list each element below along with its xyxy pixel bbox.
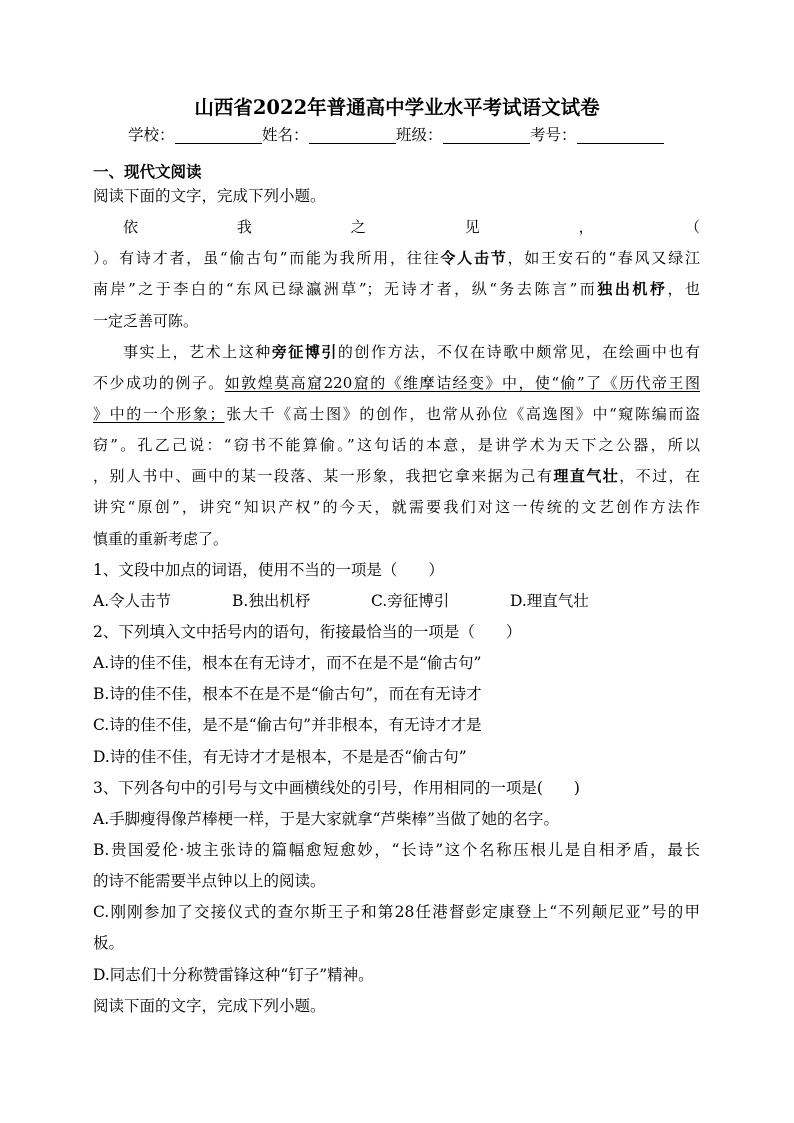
underlined-text: 》中的一个形象；: [93, 404, 225, 423]
question-stem: 1、文段中加点的词语，使用不当的一项是（ ）: [93, 560, 444, 579]
passage-line: [93, 430, 700, 461]
question-stem: 2、下列填入文中括号内的语句，衔接最恰当的一项是（ ）: [93, 622, 522, 641]
passage-text: ，如王安石的“春风又绿江: [507, 249, 700, 268]
passage-text: 事实上，艺术上这种: [123, 342, 272, 361]
class-label: 班级：: [396, 126, 443, 144]
option-c: C.诗的佳不佳，是不是“偷古句”并非根本，有无诗才才是: [93, 716, 482, 735]
exam-title: 山西省2022年普通高中学业水平考试语文试卷: [194, 96, 600, 119]
emphasized-word: 理直气壮: [553, 467, 620, 486]
option-c: [93, 897, 700, 959]
passage-line: [93, 461, 700, 492]
passage-text: 依我之见，（: [123, 218, 700, 237]
passage-text: ）。有诗才者，虽“偷古句”而能为我所用，往往: [93, 249, 441, 268]
passage-line: [93, 524, 700, 555]
reading-passage: [93, 212, 700, 555]
option-line: C.刚刚参加了交接仪式的查尔斯王子和第28任港督彭定康登上“不列颠尼亚”号的甲: [93, 903, 700, 922]
option-d: D.诗的佳不佳，有无诗才才是根本，不是是否“偷古句”: [93, 747, 467, 766]
passage-text: ，别人书中、画中的某一段落、某一形象，我把它拿来据为己有: [93, 467, 554, 486]
passage-text: 不少成功的例子。: [93, 373, 225, 392]
section-content: [93, 181, 700, 1022]
option-d: D.同志们十分称赞雷锋这种“钉子”精神。: [93, 965, 374, 984]
option-line: 板。: [93, 934, 125, 953]
exam-number-blank: [577, 127, 664, 144]
passage-text: ，也: [667, 280, 700, 299]
option-a: A.诗的佳不佳，根本在有无诗才，而不在是不是“偷古句”: [93, 654, 482, 673]
question-3: [93, 773, 700, 991]
option-line: B.贵国爱伦·坡主张诗的篇幅愈短愈妙，“长诗”这个名称压根儿是自相矛盾，最长: [93, 840, 700, 859]
name-blank: [309, 127, 396, 144]
question-stem: 3、下列各句中的引号与文中画横线处的引号，作用相同的一项是( ): [93, 778, 580, 797]
passage-text: 慎重的重新考虑了。: [93, 529, 229, 548]
passage-line: [93, 492, 700, 523]
passage-text: ，不过，在: [619, 467, 700, 486]
passage-line: [93, 306, 700, 337]
underlined-text: 如敦煌莫高窟220窟的《维摩诘经变》中，使“偷”了《历代帝王图: [224, 373, 700, 392]
option-b: B.独出机杼: [232, 591, 311, 610]
passage-text: 南岸”之于李白的“东风已绿瀛洲草”；无诗才者，纵“务去陈言”而: [93, 280, 598, 299]
emphasized-word: 令人击节: [440, 249, 508, 268]
passage-line: [93, 337, 700, 368]
next-reading-instruction: 阅读下面的文字，完成下列小题。: [93, 996, 326, 1015]
student-info-line: [128, 123, 688, 147]
question-1: [93, 555, 700, 617]
emphasized-word: 独出机杼: [597, 280, 668, 299]
option-line: 的诗不能需要半点钟以上的阅读。: [93, 872, 326, 891]
reading-instruction: 阅读下面的文字，完成下列小题。: [93, 187, 326, 205]
passage-line: [93, 212, 700, 243]
class-blank: [443, 127, 530, 144]
section-heading: 一、现代文阅读: [93, 162, 202, 181]
passage-text: 窃”。孔乙己说：“窃书不能算偷。”这句话的本意，是讲学术为天下之公器，所以: [93, 436, 700, 455]
emphasized-word: 旁征博引: [271, 342, 338, 361]
option-b: B.诗的佳不佳，根本不在是不是“偷古句”，而在有无诗才: [93, 685, 482, 704]
name-label: 姓名：: [262, 126, 309, 144]
question-options: [93, 586, 700, 617]
school-blank: [175, 127, 262, 144]
school-label: 学校：: [128, 126, 175, 144]
passage-line: [93, 368, 700, 399]
passage-text: 的创作方法，不仅在诗歌中颇常见，在绘画中也有: [337, 342, 700, 361]
option-b: [93, 835, 700, 897]
passage-line: [93, 274, 700, 305]
passage-text: 一定乏善可陈。: [93, 311, 199, 330]
passage-line: [93, 399, 700, 430]
option-d: D.理直气壮: [510, 591, 589, 610]
exam-number-label: 考号：: [530, 126, 577, 144]
passage-line: [93, 243, 700, 274]
option-a: A.令人击节: [93, 591, 172, 610]
passage-text: 讲究“原创”，讲究“知识产权”的今天，就需要我们对这一传统的文艺创作方法作: [93, 498, 700, 517]
question-2: [93, 617, 700, 773]
passage-text: 张大千《高士图》的创作，也常从孙位《高逸图》中“窥陈编而盗: [224, 404, 700, 423]
option-a: A.手脚瘦得像芦棒梗一样，于是大家就拿“芦柴棒”当做了她的名字。: [93, 809, 559, 828]
option-c: C.旁征博引: [371, 591, 450, 610]
